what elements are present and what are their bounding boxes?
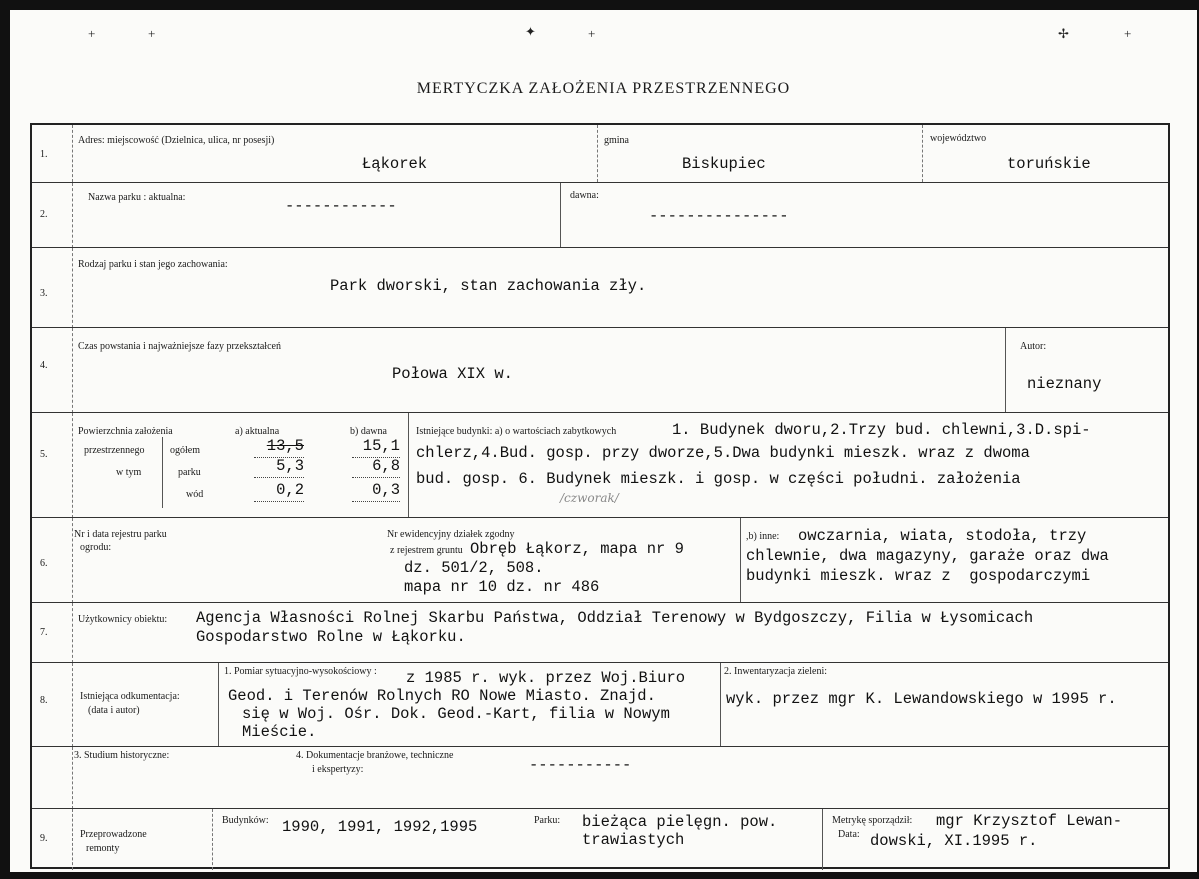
- row-renovations: [32, 808, 1168, 870]
- buildings-renovation-value: 1990, 1991, 1992,1995: [282, 818, 478, 836]
- other-buildings-line-3: budynki mieszk. wraz z gospodarczymi: [746, 567, 1091, 585]
- park-type-label: Rodzaj parku i stan jego zachowania:: [78, 259, 228, 270]
- row-studies: [32, 746, 1168, 809]
- row-registry: [32, 517, 1168, 603]
- users-line-2: Gospodarstwo Rolne w Łąkorku.: [196, 628, 466, 646]
- renovations-label-2: remonty: [86, 843, 120, 854]
- prepared-by-line-2: dowski, XI.1995 r.: [870, 832, 1038, 850]
- area-water-label: wód: [186, 489, 204, 500]
- row-creation-time: [32, 327, 1168, 413]
- creation-time-label: Czas powstania i najważniejsze fazy przekształceń: [78, 341, 281, 352]
- row-park-type: [32, 247, 1168, 328]
- buildings-label: Istniejące budynki: a) o wartościach zabytkowych: [416, 426, 617, 437]
- park-type-value: Park dworski, stan zachowania zły.: [330, 277, 647, 295]
- park-renovation-line-1: bieżąca pielęgn. pow.: [582, 813, 778, 831]
- document-title: MERTYCZKA ZAŁOŻENIA PRZESTRZENNEGO: [416, 80, 791, 97]
- area-total-former: 15,1: [352, 437, 400, 458]
- buildings-renovation-label: Budynków:: [222, 815, 269, 826]
- registration-mark: +: [88, 26, 96, 41]
- area-current-col-label: a) aktualna: [235, 426, 280, 437]
- users-line-1: Agencja Własności Rolnej Skarbu Państwa, Oddział Terenowy w Bydgoszczy, Filia w Łysomicach: [196, 609, 1034, 627]
- row-number: 4.: [40, 360, 48, 371]
- technical-docs-label-2: i ekspertyzy:: [312, 764, 364, 775]
- area-label: Powierzchnia założenia: [78, 426, 173, 437]
- row-documentation: [32, 662, 1168, 747]
- survey-line-1: z 1985 r. wyk. przez Woj.Biuro: [406, 669, 686, 687]
- survey-line-4: Mieście.: [242, 723, 317, 741]
- buildings-line-2: chlerz,4.Bud. gosp. przy dworze,5.Dwa budynki mieszk. wraz z dwoma: [416, 444, 1030, 462]
- row-number: 7.: [40, 627, 48, 638]
- area-sublabel: przestrzennego: [84, 445, 145, 456]
- row-number: 1.: [40, 149, 48, 160]
- documentation-label-2: (data i autor): [88, 705, 140, 716]
- technical-docs-label: 4. Dokumentacje branżowe, techniczne: [296, 750, 454, 761]
- gmina-value: Biskupiec: [682, 155, 766, 173]
- technical-docs-value: -----------: [529, 756, 632, 774]
- survey-label: 1. Pomiar sytuacyjno-wysokościowy :: [224, 666, 377, 677]
- parcel-line-3: mapa nr 10 dz. nr 486: [404, 578, 600, 596]
- form-table: [30, 123, 1170, 869]
- survey-line-3: się w Woj. Ośr. Dok. Geod.-Kart, filia w Nowym: [242, 705, 670, 723]
- registration-mark: ✦: [525, 24, 536, 39]
- date-label: Data:: [838, 829, 860, 840]
- parcel-label: Nr ewidencyjny działek zgodny: [387, 529, 515, 540]
- park-renovation-line-2: trawiastych: [582, 831, 685, 849]
- area-park-former: 6,8: [352, 457, 400, 478]
- greenery-inventory-value: wyk. przez mgr K. Lewandowskiego w 1995 r.: [726, 690, 1117, 708]
- prepared-by-label: Metrykę sporządził:: [832, 815, 913, 826]
- area-total-current: 13,5: [254, 437, 304, 458]
- registration-mark: +: [148, 26, 156, 41]
- row-address: [32, 125, 1168, 182]
- creation-time-value: Połowa XIX w.: [392, 365, 513, 383]
- gmina-label: gmina: [604, 135, 629, 146]
- other-buildings-label: ,b) inne:: [746, 531, 780, 542]
- area-park-current: 5,3: [254, 457, 304, 478]
- users-label: Użytkownicy obiektu:: [78, 614, 168, 625]
- park-name-current-label: Nazwa parku : aktualna:: [88, 192, 186, 203]
- address-value: Łąkorek: [362, 155, 428, 173]
- park-name-former-value: ---------------: [649, 207, 789, 225]
- author-label: Autor:: [1020, 341, 1047, 352]
- renovations-label: Przeprowadzone: [80, 829, 147, 840]
- area-former-col-label: b) dawna: [350, 426, 387, 437]
- parcel-line-2: dz. 501/2, 508.: [404, 559, 544, 577]
- area-total-label: ogółem: [170, 445, 200, 456]
- row-users: [32, 602, 1168, 663]
- row-number: 5.: [40, 449, 48, 460]
- row-area-buildings: [32, 412, 1168, 518]
- row-number: 3.: [40, 288, 48, 299]
- registration-mark: +: [1124, 26, 1132, 41]
- parcel-line-1: Obręb Łąkorz, mapa nr 9: [470, 540, 684, 558]
- area-water-former: 0,3: [352, 481, 400, 502]
- park-name-current-value: ------------: [285, 197, 397, 215]
- documentation-label: Istniejąca odkumentacja:: [80, 691, 180, 702]
- author-value: nieznany: [1027, 375, 1102, 393]
- registry-label-2: ogrodu:: [80, 542, 112, 553]
- survey-line-2: Geod. i Terenów Rolnych RO Nowe Miasto. Znajd.: [228, 687, 656, 705]
- row-number: 2.: [40, 209, 48, 220]
- document-sheet: [10, 10, 1197, 872]
- wojewodztwo-value: toruńskie: [1007, 155, 1091, 173]
- buildings-line-3: bud. gosp. 6. Budynek mieszk. i gosp. w części południ. założenia: [416, 470, 1021, 488]
- registration-mark: ✢: [1058, 26, 1069, 41]
- park-renovation-label: Parku:: [534, 815, 561, 826]
- park-name-former-label: dawna:: [570, 190, 599, 201]
- other-buildings-line-1: owczarnia, wiata, stodoła, trzy: [798, 527, 1087, 545]
- area-park-label: parku: [178, 467, 201, 478]
- area-water-current: 0,2: [254, 481, 304, 502]
- registration-mark: +: [588, 26, 596, 41]
- parcel-label-2: z rejestrem gruntu: [390, 545, 463, 556]
- row-number: 6.: [40, 558, 48, 569]
- other-buildings-line-2: chlewnie, dwa magazyny, garaże oraz dwa: [746, 547, 1109, 565]
- row-number: 8.: [40, 695, 48, 706]
- handwritten-note: /czworak/: [560, 491, 619, 505]
- greenery-inventory-label: 2. Inwentaryzacja zieleni:: [724, 666, 827, 677]
- wojewodztwo-label: województwo: [930, 133, 987, 144]
- address-label: Adres: miejscowość (Dzielnica, ulica, nr posesji): [78, 135, 275, 146]
- prepared-by-line-1: mgr Krzysztof Lewan-: [936, 812, 1123, 830]
- area-w-tym-label: w tym: [116, 467, 142, 478]
- row-number: 9.: [40, 833, 48, 844]
- registry-label: Nr i data rejestru parku: [74, 529, 167, 540]
- historical-study-label: 3. Studium historyczne:: [74, 750, 170, 761]
- buildings-line-1: 1. Budynek dworu,2.Trzy bud. chlewni,3.D.spi-: [672, 421, 1091, 439]
- row-park-name: [32, 182, 1168, 248]
